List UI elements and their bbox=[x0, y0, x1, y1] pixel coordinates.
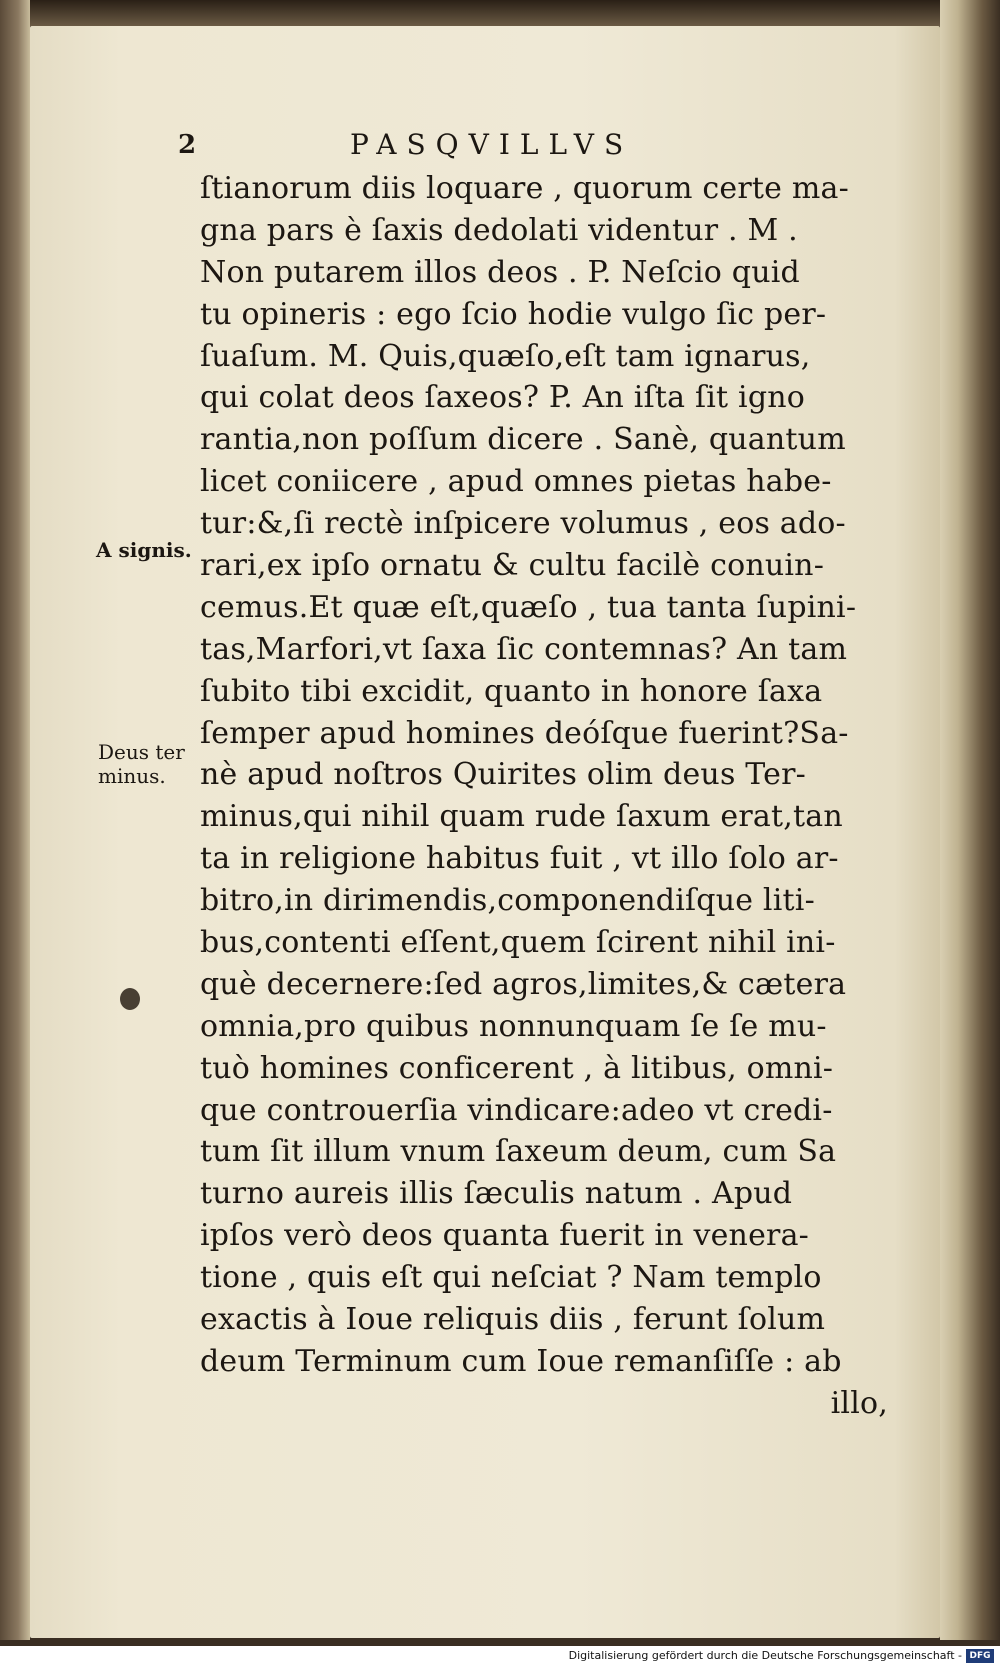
book-binding-top bbox=[0, 0, 1000, 26]
book-binding-left bbox=[0, 0, 30, 1640]
text-line: minus,qui nihil quam rude ſaxum erat,tan bbox=[200, 799, 843, 835]
text-line: exactis à Ioue reliquis diis , ferunt ſolum bbox=[200, 1302, 826, 1338]
text-line: ta in religione habitus fuit , vt illo ſolo ar- bbox=[200, 841, 839, 877]
text-line: qui colat deos ſaxeos? P. An iſta ſit igno bbox=[200, 380, 806, 416]
text-line: que controuerſia vindicare:adeo vt credi- bbox=[200, 1092, 833, 1128]
text-line: nè apud noſtros Quirites olim deus Ter- bbox=[200, 757, 806, 793]
text-line: ſubito tibi excidit, quanto in honore ſaxa bbox=[200, 673, 823, 709]
body-text bbox=[200, 168, 900, 1425]
text-line: cemus.Et quæ eſt,quæſo , tua tanta ſupini- bbox=[200, 589, 857, 625]
text-line: tum ſit illum vnum ſaxeum deum, cum Sa bbox=[200, 1134, 837, 1170]
dfg-logo: DFG bbox=[966, 1649, 994, 1663]
text-line: rari,ex ipſo ornatu & cultu facilè conuin- bbox=[200, 548, 825, 584]
book-gutter-right bbox=[940, 0, 1000, 1640]
margin-note-signis: A signis. bbox=[96, 538, 192, 562]
text-line: omnia,pro quibus nonnunquam ſe ſe mu- bbox=[200, 1008, 827, 1044]
text-line: gna pars è ſaxis dedolati videntur . M . bbox=[200, 212, 798, 248]
text-line: ſemper apud homines deóſque fuerint?Sa- bbox=[200, 715, 849, 751]
text-line: Non putarem illos deos . P. Neſcio quid bbox=[200, 254, 800, 290]
text-line: ſtianorum diis loquare , quorum certe ma- bbox=[200, 171, 849, 206]
catchword-line: illo, bbox=[830, 1385, 888, 1421]
text-line: què decernere:ſed agros,limites,& cætera bbox=[200, 966, 847, 1002]
text-line: deum Terminum cum Ioue remanſiſſe : ab bbox=[200, 1343, 842, 1379]
text-line: rantia,non poſſum dicere . Sanè, quantum bbox=[200, 422, 846, 458]
text-line: bus,contenti eſſent,quem ſcirent nihil ini- bbox=[200, 925, 836, 961]
page-number: 2 bbox=[178, 130, 197, 160]
footer-credit: Digitalisierung gefördert durch die Deutsche Forschungsgemeinschaft - bbox=[568, 1649, 962, 1662]
text-line: ipſos verò deos quanta fuerit in venera- bbox=[200, 1218, 809, 1254]
running-head: PASQVILLVS bbox=[350, 128, 634, 161]
text-line: tuò homines conficerent , à litibus, omni- bbox=[200, 1050, 834, 1086]
margin-note-deus-terminus: Deus ter minus. bbox=[98, 740, 185, 788]
text-line: tione , quis eſt qui neſciat ? Nam templo bbox=[200, 1260, 822, 1296]
ink-blot bbox=[120, 988, 140, 1010]
text-line: ſuaſum. M. Quis,quæſo,eſt tam ignarus, bbox=[200, 338, 811, 374]
text-line: licet coniicere , apud omnes pietas habe- bbox=[200, 464, 832, 500]
text-line: bitro,in dirimendis,componendiſque liti- bbox=[200, 883, 815, 919]
text-line: turno aureis illis ſæculis natum . Apud bbox=[200, 1176, 793, 1212]
text-line: tu opineris : ego ſcio hodie vulgo ſic per- bbox=[200, 296, 827, 332]
text-line: tas,Marfori,vt ſaxa ſic contemnas? An tam bbox=[200, 631, 848, 667]
text-line: tur:&,ſi rectè inſpicere volumus , eos ado- bbox=[200, 506, 846, 542]
